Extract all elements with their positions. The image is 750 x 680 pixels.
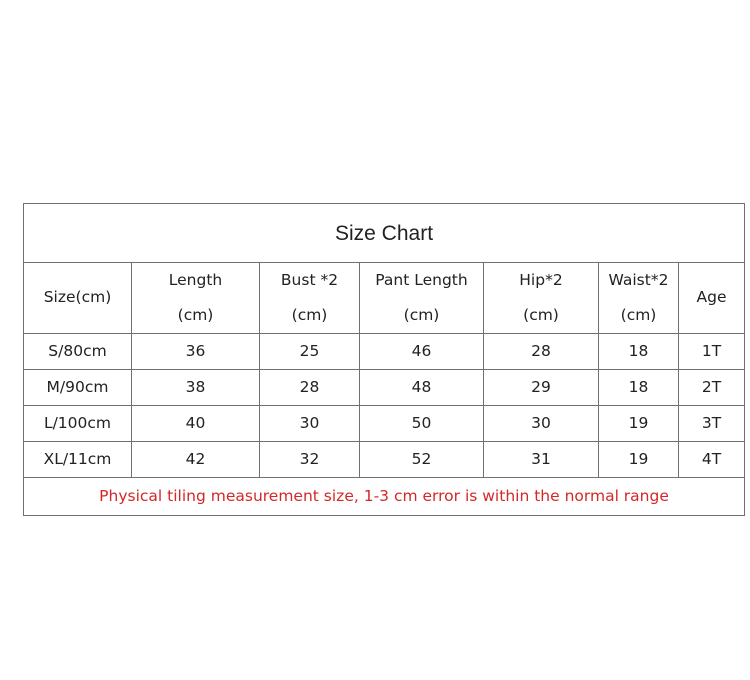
header-size: [24, 263, 132, 334]
header-row: [24, 263, 745, 334]
cell-age: 3T: [679, 406, 745, 442]
cell-size: S/80cm: [24, 334, 132, 370]
header-pant-length: [360, 263, 484, 334]
table-row: [24, 334, 745, 370]
cell-bust: 28: [260, 370, 360, 406]
cell-size: L/100cm: [24, 406, 132, 442]
cell-hip: 28: [484, 334, 599, 370]
cell-hip: 31: [484, 442, 599, 478]
cell-age: 1T: [679, 334, 745, 370]
cell-waist: 19: [599, 406, 679, 442]
cell-pant-length: 52: [360, 442, 484, 478]
header-length: [132, 263, 260, 334]
header-age-label: Age: [696, 288, 727, 307]
table-row: [24, 406, 745, 442]
header-length-unit: (cm): [177, 306, 214, 324]
cell-waist: 18: [599, 334, 679, 370]
note-row: [24, 478, 745, 516]
cell-length: 40: [132, 406, 260, 442]
header-pant-length-label: Pant Length: [375, 271, 468, 289]
cell-bust: 32: [260, 442, 360, 478]
size-chart-table: [23, 203, 745, 516]
header-bust-unit: (cm): [291, 306, 328, 324]
cell-length: 38: [132, 370, 260, 406]
header-bust-label: Bust *2: [280, 271, 339, 289]
header-bust: [260, 263, 360, 334]
chart-title: Size Chart: [24, 204, 745, 263]
cell-pant-length: 50: [360, 406, 484, 442]
cell-hip: 29: [484, 370, 599, 406]
cell-age: 4T: [679, 442, 745, 478]
header-hip: [484, 263, 599, 334]
cell-age: 2T: [679, 370, 745, 406]
cell-waist: 18: [599, 370, 679, 406]
cell-hip: 30: [484, 406, 599, 442]
measurement-note: Physical tiling measurement size, 1-3 cm error is within the normal range: [24, 478, 745, 516]
header-age: [679, 263, 745, 334]
header-waist-label: Waist*2: [608, 271, 669, 289]
header-length-label: Length: [168, 271, 223, 289]
header-hip-label: Hip*2: [519, 271, 563, 289]
title-row: [24, 204, 745, 263]
cell-length: 36: [132, 334, 260, 370]
cell-size: XL/11cm: [24, 442, 132, 478]
header-waist-unit: (cm): [620, 306, 657, 324]
cell-bust: 30: [260, 406, 360, 442]
cell-size: M/90cm: [24, 370, 132, 406]
table-row: [24, 370, 745, 406]
cell-bust: 25: [260, 334, 360, 370]
cell-waist: 19: [599, 442, 679, 478]
table-row: [24, 442, 745, 478]
header-hip-unit: (cm): [523, 306, 559, 324]
header-size-label: Size(cm): [43, 288, 112, 307]
cell-pant-length: 46: [360, 334, 484, 370]
header-pant-length-unit: (cm): [403, 306, 440, 324]
cell-pant-length: 48: [360, 370, 484, 406]
cell-length: 42: [132, 442, 260, 478]
header-waist: [599, 263, 679, 334]
